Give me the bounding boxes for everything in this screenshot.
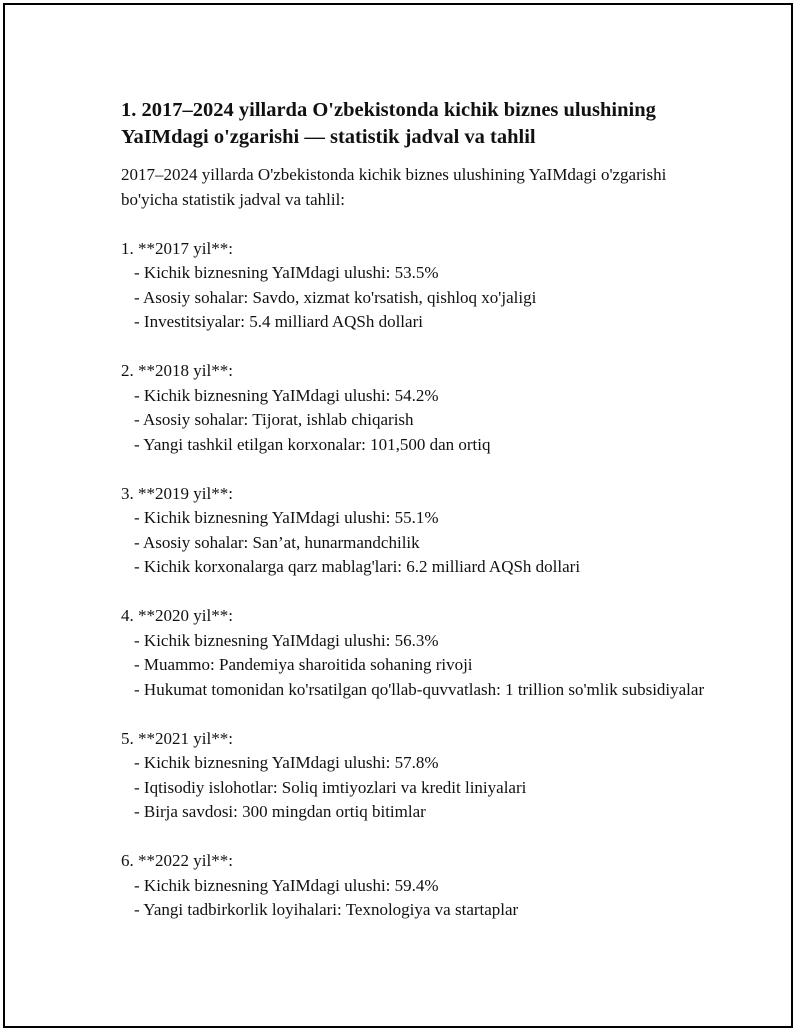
year-heading: 6. **2022 yil**: [121, 851, 233, 870]
detail-line: - Asosiy sohalar: Tijorat, ishlab chiqarish [134, 410, 414, 429]
detail-line: - Hukumat tomonidan ko'rsatilgan qo'llab-quvvatlash: 1 trillion so'mlik subsidiyalar [134, 679, 705, 699]
detail-line: - Kichik biznesning YaIMdagi ulushi: 59.4% [134, 875, 439, 895]
year-heading: 4. **2020 yil**: [121, 606, 233, 625]
detail-line: - Yangi tadbirkorlik loyihalari: Texnologiya va startaplar [134, 900, 519, 919]
detail-line: - Kichik biznesning YaIMdagi ulushi: 55.1% [134, 508, 439, 527]
detail-line: - Asosiy sohalar: Savdo, xizmat ko'rsatish, qishloq xo'jaligi [134, 287, 537, 307]
detail-line: - Kichik biznesning YaIMdagi ulushi: 57.8% [134, 753, 439, 772]
detail-line: - Yangi tashkil etilgan korxonalar: 101,500 dan ortiq [134, 434, 491, 454]
document-content [121, 97, 711, 923]
year-section-2021 [121, 727, 711, 825]
year-section-2019 [121, 482, 711, 580]
year-section-2017 [121, 237, 711, 335]
document-page [3, 3, 793, 1028]
detail-line: - Kichik korxonalarga qarz mablag'lari: 6.2 milliard AQSh dollari [134, 557, 581, 576]
detail-line: - Kichik biznesning YaIMdagi ulushi: 54.2% [134, 385, 439, 405]
year-heading: 1. **2017 yil**: [121, 238, 233, 258]
detail-line: - Kichik biznesning YaIMdagi ulushi: 56.3% [134, 630, 439, 650]
year-section-2018 [121, 359, 711, 457]
detail-line: - Birja savdosi: 300 mingdan ortiq bitimlar [134, 802, 426, 821]
detail-line: - Asosiy sohalar: San’at, hunarmandchilik [134, 532, 420, 552]
document-title: 1. 2017–2024 yillarda O'zbekistonda kichik biznes ulushining YaIMdagi o'zgarishi — statistik jadval va tahlil [121, 99, 656, 148]
year-heading: 2. **2018 yil**: [121, 361, 233, 380]
year-section-2022 [121, 849, 711, 923]
year-section-2020 [121, 604, 711, 702]
detail-line: - Iqtisodiy islohotlar: Soliq imtiyozlari va kredit liniyalari [134, 777, 527, 797]
intro-paragraph: 2017–2024 yillarda O'zbekistonda kichik biznes ulushining YaIMdagi o'zgarishi bo'yicha statistik jadval va tahlil: [121, 165, 667, 209]
year-heading: 3. **2019 yil**: [121, 483, 233, 503]
detail-line: - Muammo: Pandemiya sharoitida sohaning rivoji [134, 655, 473, 674]
detail-line: - Kichik biznesning YaIMdagi ulushi: 53.5% [134, 263, 439, 282]
detail-line: - Investitsiyalar: 5.4 milliard AQSh dollari [134, 312, 423, 331]
year-heading: 5. **2021 yil**: [121, 728, 233, 748]
